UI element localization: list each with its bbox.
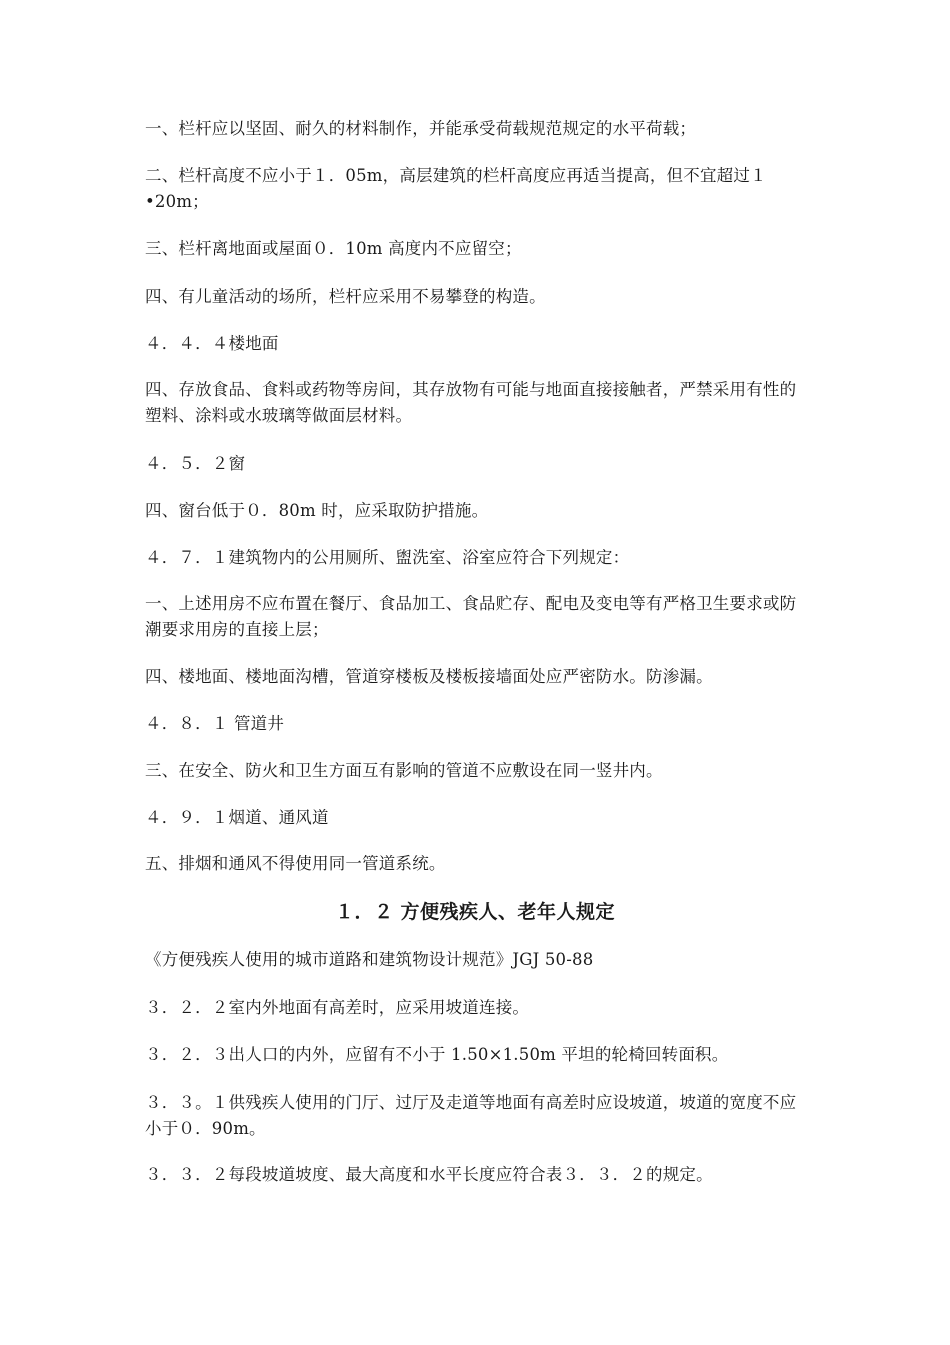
paragraph-standard-reference: 《方便残疾人使用的城市道路和建筑物设计规范》JGJ 50-88 <box>145 950 594 969</box>
paragraph-railing-gap: 三、栏杆离地面或屋面０．10m 高度内不应留空； <box>145 239 522 258</box>
section-number-pipe-shaft: ４．８．１ 管道井 <box>145 714 285 733</box>
paragraph-window-sill: 四、窗台低于０．80m 时，应采取防护措施。 <box>145 501 489 520</box>
section-number-floor: ４．４．４楼地面 <box>145 334 279 353</box>
section-heading: １．２ 方便残疾人、老年人规定 <box>334 901 616 923</box>
paragraph-food-storage: 四、存放食品、食料或药物等房间，其存放物有可能与地面直接接触者，严禁采用有性的塑料、涂料或水玻璃等做面层材料。 <box>145 380 797 425</box>
paragraph-flue: 五、排烟和通风不得使用同一管道系统。 <box>145 854 446 873</box>
paragraph-railing-height: 二、栏杆高度不应小于１．05m，高层建筑的栏杆高度应再适当提高，但不宜超过１•20m； <box>145 166 767 211</box>
paragraph-ramp-connection: ３．２．２室内外地面有高差时，应采用坡道连接。 <box>145 998 530 1017</box>
paragraph-ramp-slope: ３．３．２每段坡道坡度、最大高度和水平长度应符合表３．３．２的规定。 <box>145 1165 713 1184</box>
section-number-window: ４．５．２窗 <box>145 454 246 473</box>
paragraph-ramp-width: ３．３。１供残疾人使用的门厅、过厅及走道等地面有高差时应设坡道，坡道的宽度不应小于０．90m。 <box>145 1093 797 1138</box>
paragraph-railing-material: 一、栏杆应以坚固、耐久的材料制作，并能承受荷载规范规定的水平荷载； <box>145 119 697 138</box>
paragraph-railing-children: 四、有儿童活动的场所，栏杆应采用不易攀登的构造。 <box>145 287 546 306</box>
paragraph-restroom-placement: 一、上述用房不应布置在餐厅、食品加工、食品贮存、配电及变电等有严格卫生要求或防潮要求用房的直接上层； <box>145 594 797 639</box>
section-number-flue: ４．９．１烟道、通风道 <box>145 808 329 827</box>
paragraph-pipe-shaft: 三、在安全、防火和卫生方面互有影响的管道不应敷设在同一竖井内。 <box>145 761 663 780</box>
section-number-restroom: ４．７．１建筑物内的公用厕所、盥洗室、浴室应符合下列规定： <box>145 548 630 567</box>
paragraph-floor-waterproof: 四、楼地面、楼地面沟槽，管道穿楼板及楼板接墙面处应严密防水。防渗漏。 <box>145 667 713 686</box>
paragraph-wheelchair-area: ３．２．３出人口的内外，应留有不小于 1.50×1.50m 平坦的轮椅回转面积。 <box>145 1045 729 1064</box>
